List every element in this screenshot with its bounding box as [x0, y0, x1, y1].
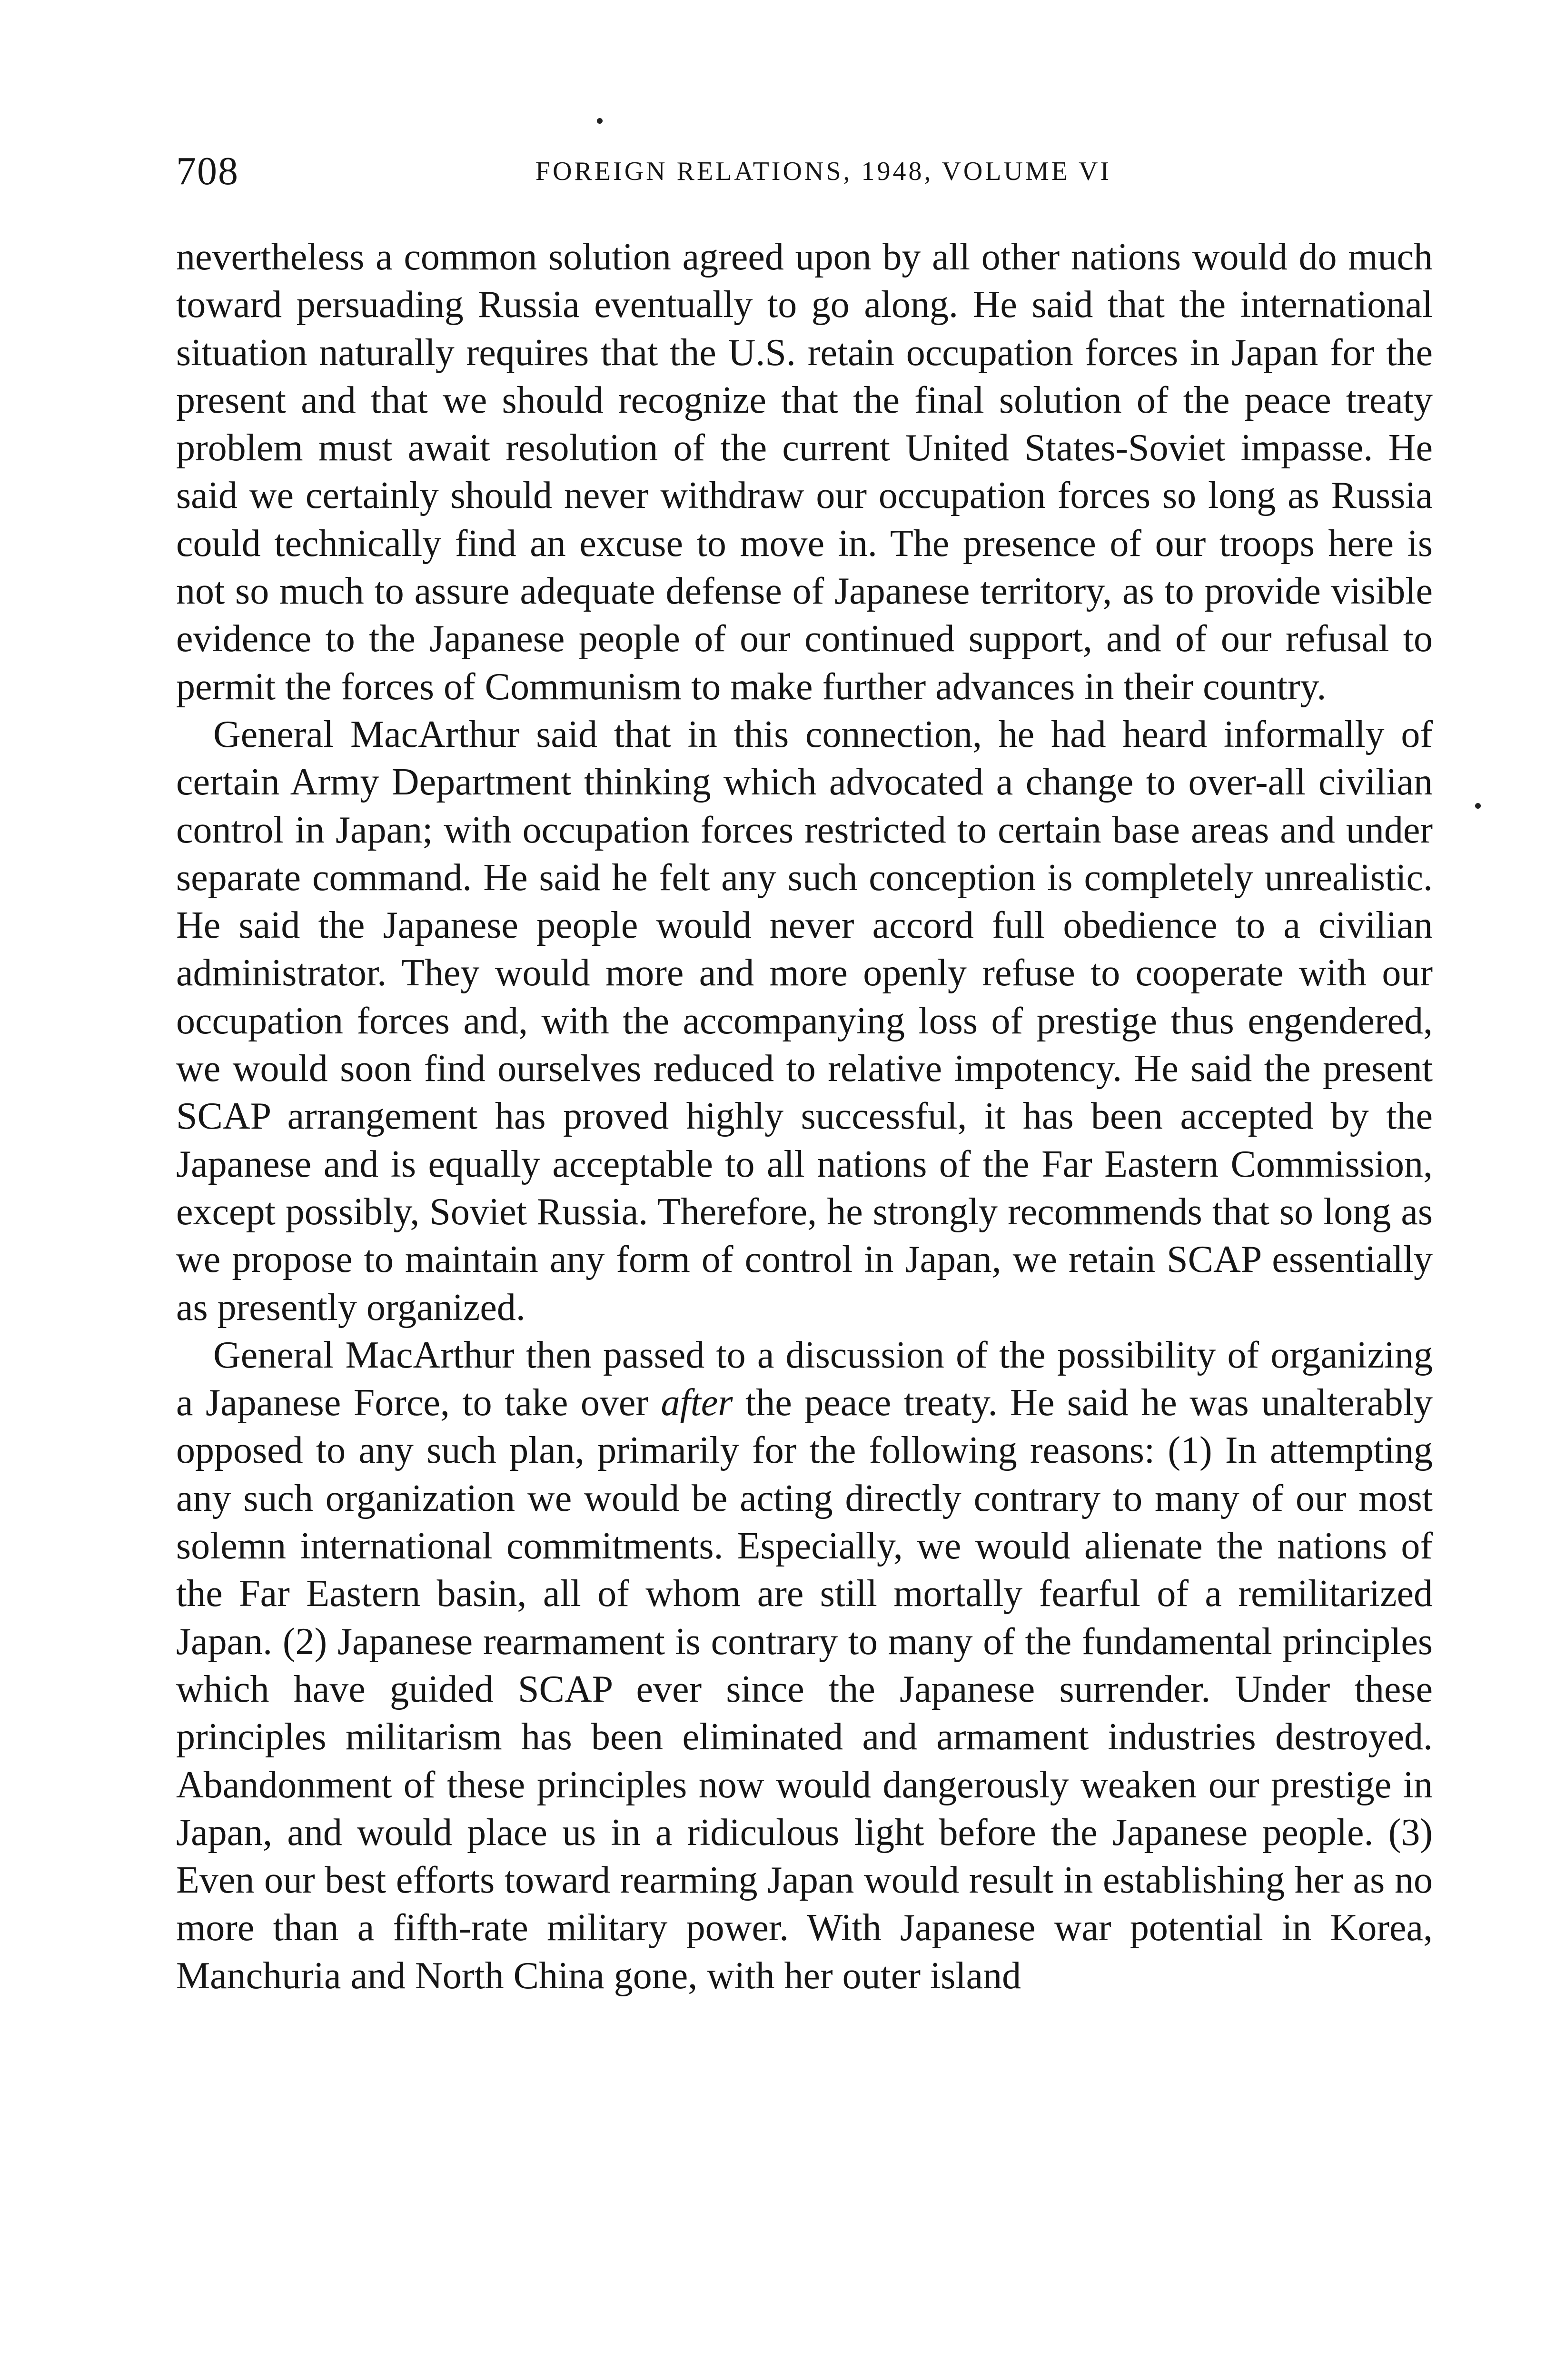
paragraph-text-before-italic: General MacArthur then passed to a discussion of the possibility of organizing a Japanese Force, to take over	[176, 1334, 1433, 1424]
paragraph-text-after-italic: the peace treaty. He said he was unalterably opposed to any such plan, primarily for the following reasons: (1) In attempting any such organization we would be acting directly contrary to many of our most solemn international commitments. Especially, we would alienate the nations of the Far Eastern basin, all of whom are still mortally fearful of a remilitarized Japan. (2) Japanese rearmament is contrary to many of the fundamental principles which have guided SCAP ever since the Japanese surrender. Under these principles militarism has been eliminated and armament industries destroyed. Abandonment of these principles now would dangerously weaken our prestige in Japan, and would place us in a ridiculous light before the Japanese people. (3) Even our best efforts toward rearming Japan would result in establishing her as no more than a fifth-rate military power. With Japanese war potential in Korea, Manchuria and North China gone, with her outer island	[176, 1382, 1433, 1997]
italic-emphasis: after	[661, 1382, 733, 1424]
body-text	[176, 233, 1433, 2000]
paragraph-japanese-force	[176, 1331, 1433, 2000]
paragraph-continuation: nevertheless a common solution agreed upon by all other nations would do much toward persuading Russia eventually to go along. He said that the international situation naturally requires that the U.S. retain occupation forces in Japan for the present and that we should recognize that the final solution of the peace treaty problem must await resolution of the current United States-Soviet impasse. He said we certainly should never withdraw our occupation forces so long as Russia could technically find an excuse to move in. The presence of our troops here is not so much to assure adequate defense of Japanese territory, as to provide visible evidence to the Japanese people of our continued support, and of our refusal to permit the forces of Communism to make further advances in their country.	[176, 236, 1433, 708]
print-speck-top	[597, 118, 603, 124]
paragraph-civilian-control: General MacArthur said that in this connection, he had heard informally of certain Army Department thinking which advocated a change to over-all civilian control in Japan; with occupation forces restricted to certain base areas and under separate command. He said he felt any such conception is completely unrealistic. He said the Japanese people would never accord full obedience to a civilian administrator. They would more and more openly refuse to cooperate with our occupation forces and, with the accompanying loss of prestige thus engendered, we would soon find ourselves reduced to relative impotency. He said the present SCAP arrangement has proved highly successful, it has been accepted by the Japanese and is equally acceptable to all nations of the Far Eastern Commission, except possibly, Soviet Russia. Therefore, he strongly recommends that so long as we propose to maintain any form of control in Japan, we retain SCAP essentially as presently organized.	[176, 713, 1433, 1329]
running-title: FOREIGN RELATIONS, 1948, VOLUME VI	[535, 157, 1112, 186]
page-header	[176, 143, 1433, 200]
page-number: 708	[176, 149, 239, 193]
print-speck-margin	[1475, 803, 1481, 809]
